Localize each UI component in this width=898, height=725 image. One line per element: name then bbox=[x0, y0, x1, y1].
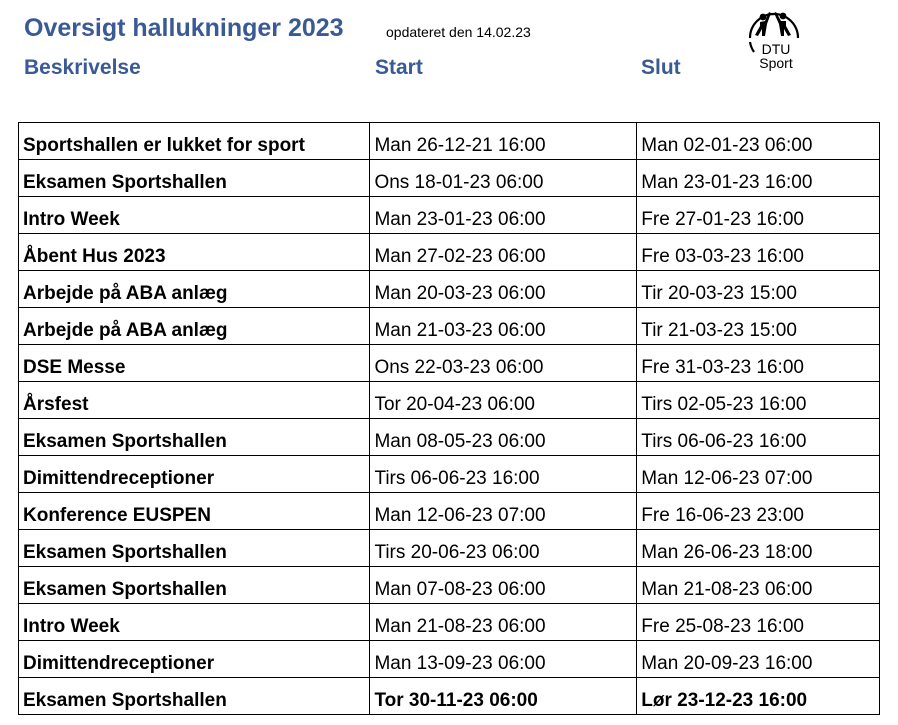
cell-description: Intro Week bbox=[19, 604, 370, 641]
table-row bbox=[19, 567, 880, 604]
table-row bbox=[19, 234, 880, 271]
table-row bbox=[19, 641, 880, 678]
table-row bbox=[19, 197, 880, 234]
logo-text bbox=[748, 42, 804, 70]
cell-start: Man 12-06-23 07:00 bbox=[370, 493, 637, 530]
cell-description: DSE Messe bbox=[19, 345, 370, 382]
updated-date: opdateret den 14.02.23 bbox=[386, 24, 531, 40]
cell-description: Dimittendreceptioner bbox=[19, 456, 370, 493]
table-row bbox=[19, 382, 880, 419]
cell-end: Fre 16-06-23 23:00 bbox=[637, 493, 880, 530]
cell-start: Man 27-02-23 06:00 bbox=[370, 234, 637, 271]
cell-start: Tirs 20-06-23 06:00 bbox=[370, 530, 637, 567]
table-row bbox=[19, 604, 880, 641]
cell-description: Sportshallen er lukket for sport bbox=[19, 123, 370, 160]
cell-end: Man 02-01-23 06:00 bbox=[637, 123, 880, 160]
closures-table bbox=[18, 122, 880, 715]
cell-description: Konference EUSPEN bbox=[19, 493, 370, 530]
cell-end: Fre 27-01-23 16:00 bbox=[637, 197, 880, 234]
cell-description: Eksamen Sportshallen bbox=[19, 567, 370, 604]
column-header-description: Beskrivelse bbox=[24, 56, 141, 79]
cell-end: Lør 23-12-23 16:00 bbox=[637, 678, 880, 715]
table-row bbox=[19, 308, 880, 345]
table-row bbox=[19, 530, 880, 567]
cell-start: Man 13-09-23 06:00 bbox=[370, 641, 637, 678]
page-title: Oversigt hallukninger 2023 bbox=[24, 14, 344, 42]
cell-start: Man 08-05-23 06:00 bbox=[370, 419, 637, 456]
cell-end: Fre 25-08-23 16:00 bbox=[637, 604, 880, 641]
table-row bbox=[19, 345, 880, 382]
cell-description: Eksamen Sportshallen bbox=[19, 678, 370, 715]
cell-start: Ons 18-01-23 06:00 bbox=[370, 160, 637, 197]
cell-start: Man 07-08-23 06:00 bbox=[370, 567, 637, 604]
cell-start: Man 21-03-23 06:00 bbox=[370, 308, 637, 345]
cell-end: Tirs 06-06-23 16:00 bbox=[637, 419, 880, 456]
cell-description: Dimittendreceptioner bbox=[19, 641, 370, 678]
cell-end: Tirs 02-05-23 16:00 bbox=[637, 382, 880, 419]
cell-description: Eksamen Sportshallen bbox=[19, 160, 370, 197]
table-row bbox=[19, 456, 880, 493]
cell-start: Man 23-01-23 06:00 bbox=[370, 197, 637, 234]
cell-description: Eksamen Sportshallen bbox=[19, 530, 370, 567]
cell-description: Arbejde på ABA anlæg bbox=[19, 271, 370, 308]
table-row bbox=[19, 123, 880, 160]
cell-description: Årsfest bbox=[19, 382, 370, 419]
logo-line-sport: Sport bbox=[759, 55, 793, 71]
cell-end: Man 23-01-23 16:00 bbox=[637, 160, 880, 197]
table-row bbox=[19, 160, 880, 197]
cell-start: Ons 22-03-23 06:00 bbox=[370, 345, 637, 382]
cell-description: Åbent Hus 2023 bbox=[19, 234, 370, 271]
cell-start: Tirs 06-06-23 16:00 bbox=[370, 456, 637, 493]
table-row bbox=[19, 271, 880, 308]
cell-end: Man 26-06-23 18:00 bbox=[637, 530, 880, 567]
cell-start: Man 26-12-21 16:00 bbox=[370, 123, 637, 160]
cell-end: Tir 21-03-23 15:00 bbox=[637, 308, 880, 345]
cell-end: Tir 20-03-23 15:00 bbox=[637, 271, 880, 308]
cell-description: Intro Week bbox=[19, 197, 370, 234]
cell-start: Man 21-08-23 06:00 bbox=[370, 604, 637, 641]
table-row bbox=[19, 493, 880, 530]
cell-end: Fre 03-03-23 16:00 bbox=[637, 234, 880, 271]
logo-line-dtu: DTU bbox=[761, 41, 791, 57]
column-header-start: Start bbox=[375, 56, 423, 79]
cell-start: Tor 30-11-23 06:00 bbox=[370, 678, 637, 715]
cell-start: Man 20-03-23 06:00 bbox=[370, 271, 637, 308]
cell-description: Eksamen Sportshallen bbox=[19, 419, 370, 456]
cell-end: Man 12-06-23 07:00 bbox=[637, 456, 880, 493]
cell-end: Fre 31-03-23 16:00 bbox=[637, 345, 880, 382]
table-row bbox=[19, 678, 880, 715]
cell-end: Man 21-08-23 06:00 bbox=[637, 567, 880, 604]
column-header-end: Slut bbox=[641, 56, 681, 79]
cell-start: Tor 20-04-23 06:00 bbox=[370, 382, 637, 419]
cell-end: Man 20-09-23 16:00 bbox=[637, 641, 880, 678]
cell-description: Arbejde på ABA anlæg bbox=[19, 308, 370, 345]
table-row bbox=[19, 419, 880, 456]
